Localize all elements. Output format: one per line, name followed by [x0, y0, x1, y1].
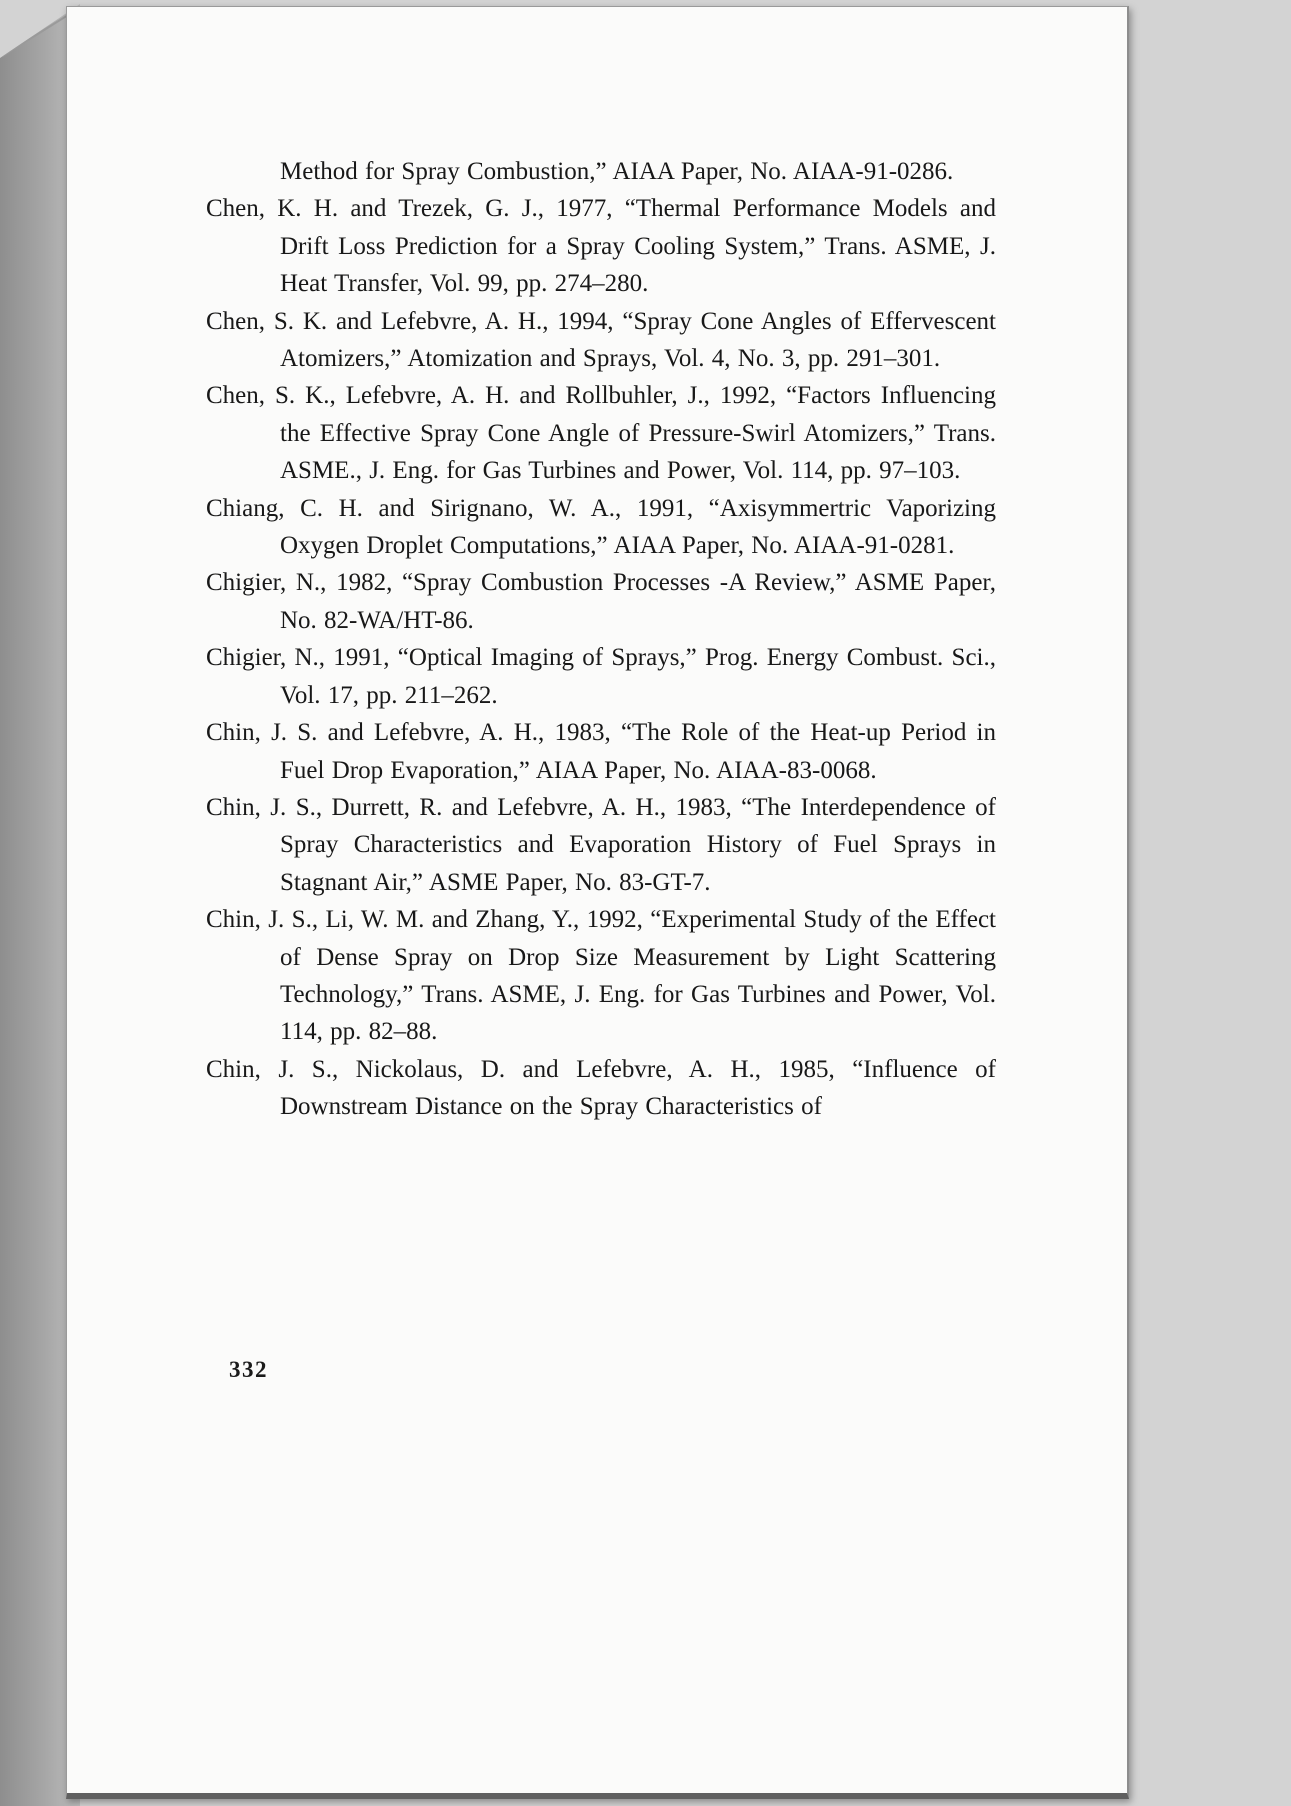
reference-entry: Chen, S. K. and Lefebvre, A. H., 1994, “Spray Cone Angles of Effervescent Atomizers,” Atomization and Sprays, Vol. 4, No. 3, pp. 291–301.	[206, 307, 996, 373]
reference-entry: Chin, J. S., Durrett, R. and Lefebvre, A. H., 1983, “The Interdependence of Spray Characteristics and Evaporation History of Fuel Sprays in Stagnant Air,” ASME Paper, No. 83-GT-7.	[206, 793, 996, 896]
reference-entry: Chin, J. S. and Lefebvre, A. H., 1983, “The Role of the Heat-up Period in Fuel Drop Evaporation,” AIAA Paper, No. AIAA-83-0068.	[206, 719, 996, 784]
book-page	[66, 6, 1129, 1799]
references-list	[206, 153, 996, 1126]
page-number: 332	[229, 1357, 268, 1382]
reference-entry: Chen, K. H. and Trezek, G. J., 1977, “Thermal Performance Models and Drift Loss Prediction for a Spray Cooling System,” Trans. ASME, J. Heat Transfer, Vol. 99, pp. 274–280.	[206, 195, 996, 298]
reference-entry: Chiang, C. H. and Sirignano, W. A., 1991, “Axisymmertric Vaporizing Oxygen Droplet Computations,” AIAA Paper, No. AIAA-91-0281.	[206, 494, 996, 560]
reference-entry: Chin, J. S., Nickolaus, D. and Lefebvre, A. H., 1985, “Influence of Downstream Distance on the Spray Characteristics of	[206, 1055, 996, 1121]
reference-entry: Chen, S. K., Lefebvre, A. H. and Rollbuhler, J., 1992, “Factors Influencing the Effective Spray Cone Angle of Pressure-Swirl Atomizers,” Trans. ASME., J. Eng. for Gas Turbines and Power, Vol. 114, pp. 97–103.	[206, 382, 996, 485]
reference-entry: Chigier, N., 1982, “Spray Combustion Processes -A Review,” ASME Paper, No. 82-WA/HT-86.	[206, 569, 996, 634]
reference-entry: Method for Spray Combustion,” AIAA Paper, No. AIAA-91-0286.	[280, 158, 954, 185]
reference-entry: Chigier, N., 1991, “Optical Imaging of Sprays,” Prog. Energy Combust. Sci., Vol. 17, pp. 211–262.	[206, 644, 996, 709]
reference-entry: Chin, J. S., Li, W. M. and Zhang, Y., 1992, “Experimental Study of the Effect of Dense Spray on Drop Size Measurement by Light Scattering Technology,” Trans. ASME, J. Eng. for Gas Turbines and Power, Vol. 114, pp. 82–88.	[206, 906, 996, 1046]
